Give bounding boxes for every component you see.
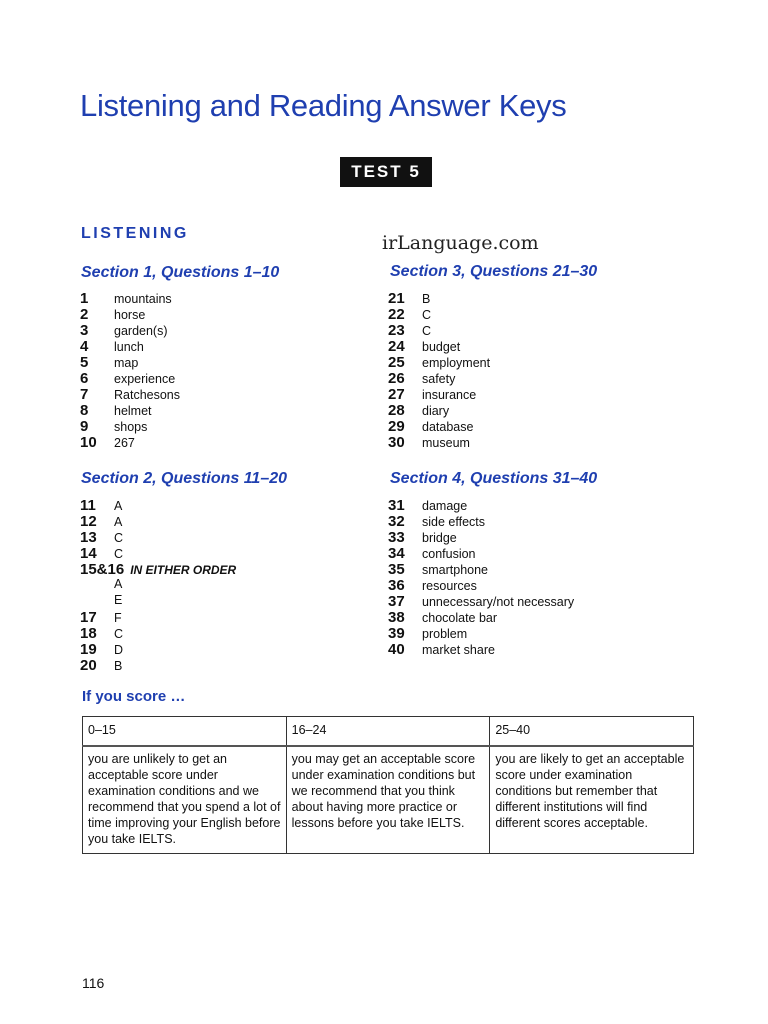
answer-number: 33 xyxy=(388,529,405,546)
answer-number: 39 xyxy=(388,625,405,642)
score-header-row xyxy=(83,717,694,747)
answer-item xyxy=(80,625,236,641)
answer-item xyxy=(80,593,236,609)
answer-number: 37 xyxy=(388,593,405,610)
answer-number: 40 xyxy=(388,641,405,658)
answer-item xyxy=(80,657,236,673)
answer-text: F xyxy=(114,611,122,625)
answer-number: 30 xyxy=(388,434,405,451)
score-table xyxy=(82,716,694,854)
answer-item xyxy=(80,609,236,625)
answer-text: bridge xyxy=(422,531,457,545)
answer-item xyxy=(80,322,180,338)
answer-number: 17 xyxy=(80,609,97,626)
answer-number: 2 xyxy=(80,306,89,323)
answer-number: 3 xyxy=(80,322,89,339)
answer-text: A xyxy=(114,577,123,591)
answer-item xyxy=(80,434,180,450)
answer-text: E xyxy=(114,593,123,607)
answer-number: 31 xyxy=(388,497,405,514)
answer-text: smartphone xyxy=(422,563,489,577)
answer-item xyxy=(80,641,236,657)
watermark: irLanguage.com xyxy=(382,232,539,254)
answer-text: employment xyxy=(422,356,491,370)
test-badge: TEST 5 xyxy=(340,157,432,187)
score-advice: you are likely to get an acceptable score under examination conditions but remember that different institutions will find different scores acceptable. xyxy=(490,746,694,854)
answer-item xyxy=(80,577,236,593)
answer-number: 1 xyxy=(80,290,89,307)
answer-item xyxy=(80,418,180,434)
answer-item xyxy=(80,545,236,561)
answer-item xyxy=(80,306,180,322)
answer-number: 22 xyxy=(388,306,405,323)
answer-text: chocolate bar xyxy=(422,611,498,625)
section2-answers xyxy=(80,497,236,673)
answer-number: 25 xyxy=(388,354,405,371)
answer-item xyxy=(80,402,180,418)
score-range: 25–40 xyxy=(490,717,694,747)
answer-item xyxy=(388,290,490,306)
answer-number: 15&16 xyxy=(80,561,125,578)
answer-item xyxy=(388,497,574,513)
answer-number: 36 xyxy=(388,577,405,594)
answer-number: 10 xyxy=(80,434,97,451)
answer-item xyxy=(80,497,236,513)
answer-item xyxy=(80,386,180,402)
section2-title: Section 2, Questions 11–20 xyxy=(81,470,288,487)
answer-number: 8 xyxy=(80,402,89,419)
answer-text: B xyxy=(114,659,123,673)
answer-number: 27 xyxy=(388,386,405,403)
answer-item xyxy=(80,370,180,386)
either-order-note: IN EITHER ORDER xyxy=(130,563,237,577)
answer-text: side effects xyxy=(422,515,486,529)
listening-heading: LISTENING xyxy=(81,225,189,242)
answer-item xyxy=(388,561,574,577)
answer-text: safety xyxy=(422,372,456,386)
answer-item xyxy=(80,513,236,529)
score-advice: you are unlikely to get an acceptable score under examination conditions and we recommend that you spend a lot of time improving your English before you take IELTS. xyxy=(83,746,287,854)
answer-item xyxy=(388,625,574,641)
score-advice: you may get an acceptable score under examination conditions but we recommend that you think about having more practice or lessons before you take IELTS. xyxy=(286,746,490,854)
answer-item xyxy=(80,290,180,306)
score-range: 0–15 xyxy=(83,717,287,747)
answer-text: map xyxy=(114,356,139,370)
answer-number: 23 xyxy=(388,322,405,339)
answer-item xyxy=(80,338,180,354)
answer-text: museum xyxy=(422,436,470,450)
section4-title: Section 4, Questions 31–40 xyxy=(390,470,598,487)
answer-item xyxy=(388,370,490,386)
answer-number: 20 xyxy=(80,657,97,674)
either-order-row xyxy=(80,561,236,577)
answer-number: 9 xyxy=(80,418,89,435)
answer-text: helmet xyxy=(114,404,152,418)
answer-text: C xyxy=(422,324,432,338)
answer-text: confusion xyxy=(422,547,476,561)
answer-number: 38 xyxy=(388,609,405,626)
section3-title: Section 3, Questions 21–30 xyxy=(390,263,598,280)
answer-number: 26 xyxy=(388,370,405,387)
answer-number: 5 xyxy=(80,354,89,371)
answer-item xyxy=(388,402,490,418)
answer-item xyxy=(80,529,236,545)
answer-text: resources xyxy=(422,579,477,593)
answer-number: 7 xyxy=(80,386,89,403)
answer-number: 12 xyxy=(80,513,97,530)
answer-number: 32 xyxy=(388,513,405,530)
answer-item xyxy=(388,529,574,545)
answer-text: market share xyxy=(422,643,495,657)
answer-text: problem xyxy=(422,627,468,641)
answer-number: 4 xyxy=(80,338,89,355)
answer-number: 34 xyxy=(388,545,405,562)
answer-item xyxy=(388,593,574,609)
section4-answers xyxy=(388,497,574,657)
answer-text: mountains xyxy=(114,292,172,306)
answer-number: 29 xyxy=(388,418,405,435)
answer-number: 13 xyxy=(80,529,97,546)
answer-text: A xyxy=(114,515,123,529)
answer-number: 28 xyxy=(388,402,405,419)
page-number: 116 xyxy=(82,975,105,991)
answer-item xyxy=(388,434,490,450)
section1-answers xyxy=(80,290,180,450)
answer-item xyxy=(388,545,574,561)
answer-text: unnecessary/not necessary xyxy=(422,595,575,609)
answer-number: 21 xyxy=(388,290,405,307)
answer-text: experience xyxy=(114,372,176,386)
answer-number: 14 xyxy=(80,545,97,562)
answer-text: lunch xyxy=(114,340,144,354)
answer-item xyxy=(80,354,180,370)
page-title: Listening and Reading Answer Keys xyxy=(80,88,567,123)
section3-answers xyxy=(388,290,490,450)
answer-item xyxy=(388,386,490,402)
answer-text: database xyxy=(422,420,474,434)
answer-number: 24 xyxy=(388,338,405,355)
answer-item xyxy=(388,354,490,370)
answer-text: C xyxy=(114,547,124,561)
answer-text: diary xyxy=(422,404,450,418)
score-range: 16–24 xyxy=(286,717,490,747)
answer-text: budget xyxy=(422,340,461,354)
answer-item xyxy=(388,577,574,593)
answer-item xyxy=(388,641,574,657)
answer-text: C xyxy=(114,627,124,641)
answer-text: A xyxy=(114,499,123,513)
answer-text: horse xyxy=(114,308,146,322)
answer-text: damage xyxy=(422,499,468,513)
answer-text: B xyxy=(422,292,431,306)
answer-number: 35 xyxy=(388,561,405,578)
section1-title: Section 1, Questions 1–10 xyxy=(81,264,280,281)
score-heading: If you score … xyxy=(82,688,186,705)
answer-item xyxy=(388,306,490,322)
answer-text: C xyxy=(422,308,432,322)
answer-number: 18 xyxy=(80,625,97,642)
answer-text: shops xyxy=(114,420,148,434)
answer-item xyxy=(388,418,490,434)
answer-number: 19 xyxy=(80,641,97,658)
answer-item xyxy=(388,322,490,338)
answer-number: 11 xyxy=(80,497,96,514)
answer-text: C xyxy=(114,531,124,545)
answer-text: Ratchesons xyxy=(114,388,181,402)
answer-item xyxy=(388,513,574,529)
answer-number: 6 xyxy=(80,370,89,387)
answer-item xyxy=(388,338,490,354)
score-advice-row xyxy=(83,746,694,854)
answer-item xyxy=(388,609,574,625)
answer-text: garden(s) xyxy=(114,324,168,338)
answer-text: insurance xyxy=(422,388,477,402)
answer-text: D xyxy=(114,643,124,657)
answer-text: 267 xyxy=(114,436,135,450)
